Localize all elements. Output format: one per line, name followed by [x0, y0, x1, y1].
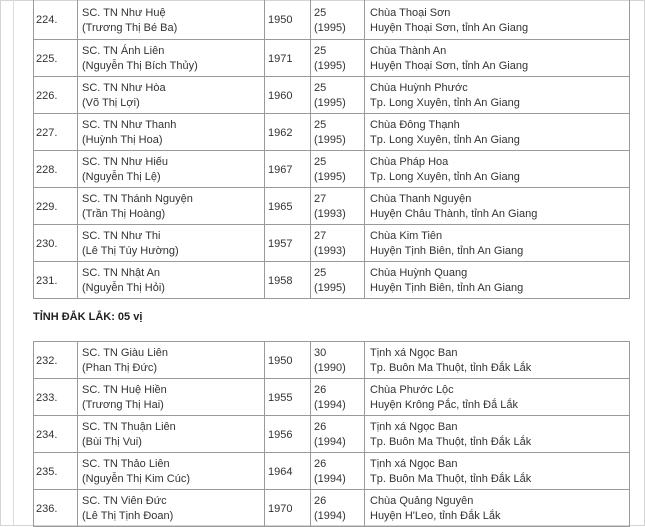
row-index-text: 229. — [36, 200, 58, 213]
lay-name: (Nguyễn Thị Bích Thủy) — [82, 60, 198, 72]
birth-year: 1955 — [268, 391, 293, 404]
row-index — [34, 151, 78, 188]
birth-year-cell — [265, 151, 311, 188]
temple-name: Chùa Pháp Hoa — [370, 156, 449, 168]
temple-cell — [365, 490, 630, 527]
row-index — [34, 114, 78, 151]
ordination-age: 26 — [314, 384, 327, 396]
lay-name: (Lê Thị Tịnh Đoan) — [82, 510, 174, 522]
ordination-year: (1994) — [314, 399, 346, 411]
birth-year: 1960 — [268, 89, 293, 102]
birth-year: 1950 — [268, 14, 293, 26]
row-index-text: 233. — [36, 391, 58, 404]
table-body-an-giang — [34, 0, 630, 299]
table-row — [34, 188, 630, 225]
temple-location: Huyện Thoại Sơn, tỉnh An Giang — [370, 60, 529, 72]
table-row — [34, 0, 630, 40]
row-index — [34, 77, 78, 114]
ordination-cell — [311, 379, 365, 416]
ordination-cell — [311, 77, 365, 114]
dharma-name: SC. TN Thánh Nguyện — [82, 193, 193, 205]
table-an-giang — [33, 0, 630, 299]
birth-year: 1967 — [268, 163, 293, 176]
nun-name-cell — [78, 225, 265, 262]
ordination-age: 25 — [314, 6, 327, 19]
birth-year-cell — [265, 40, 311, 77]
ordination-year: (1990) — [314, 362, 346, 374]
dharma-name: SC. TN Như Thanh — [82, 119, 177, 131]
temple-cell — [365, 188, 630, 225]
temple-name: Chùa Đông Thạnh — [370, 119, 460, 131]
table-row — [34, 114, 630, 151]
ordination-cell — [311, 151, 365, 188]
ordination-age: 30 — [314, 347, 327, 359]
dharma-name: SC. TN Ánh Liên — [82, 45, 165, 57]
ordination-year: (1993) — [314, 245, 346, 257]
ordination-age: 25 — [314, 267, 327, 279]
nun-name-cell — [78, 77, 265, 114]
table-dak-lak — [33, 341, 630, 527]
left-margin-rule — [13, 0, 14, 526]
nun-name-cell — [78, 40, 265, 77]
ordination-cell — [311, 188, 365, 225]
temple-cell — [365, 77, 630, 114]
ordination-age: 26 — [314, 458, 327, 470]
ordination-year: (1993) — [314, 208, 346, 220]
temple-cell — [365, 342, 630, 379]
table-body-dak-lak — [34, 342, 630, 527]
birth-year: 1956 — [268, 428, 293, 441]
row-index-text: 234. — [36, 428, 58, 441]
row-index-text: 231. — [36, 274, 58, 287]
birth-year-cell — [265, 114, 311, 151]
ordination-cell — [311, 0, 365, 40]
temple-cell — [365, 0, 630, 40]
birth-year: 1965 — [268, 200, 293, 213]
nun-name-cell — [78, 151, 265, 188]
temple-cell — [365, 114, 630, 151]
temple-cell — [365, 416, 630, 453]
lay-name: (Nguyễn Thị Lệ) — [82, 171, 161, 183]
temple-name: Chùa Huỳnh Phước — [370, 82, 468, 94]
table-row — [34, 490, 630, 527]
nun-name-cell — [78, 379, 265, 416]
temple-cell — [365, 379, 630, 416]
lay-name: (Nguyễn Thị Kim Cúc) — [82, 473, 190, 485]
ordination-age: 25 — [314, 82, 327, 94]
birth-year-cell — [265, 188, 311, 225]
temple-name: Tịnh xá Ngọc Ban — [370, 421, 458, 433]
ordination-year: (1995) — [314, 282, 346, 294]
ordination-year: (1994) — [314, 436, 346, 448]
ordination-age: 27 — [314, 193, 327, 205]
dharma-name: SC. TN Như Hiếu — [82, 156, 169, 168]
row-index — [34, 188, 78, 225]
birth-year: 1970 — [268, 502, 293, 515]
row-index-text: 227. — [36, 126, 58, 139]
temple-location: Tp. Long Xuyên, tỉnh An Giang — [370, 97, 520, 109]
ordination-cell — [311, 490, 365, 527]
temple-name: Chùa Thanh Nguyện — [370, 193, 472, 205]
nun-name-cell — [78, 453, 265, 490]
ordination-cell — [311, 342, 365, 379]
row-index — [34, 490, 78, 527]
nun-name-cell — [78, 416, 265, 453]
row-index — [34, 0, 78, 40]
ordination-age: 26 — [314, 495, 327, 507]
temple-location: Huyện H'Leo, tỉnh Đắk Lắk — [370, 510, 501, 522]
lay-name: (Huỳnh Thị Hoa) — [82, 134, 163, 146]
ordination-age: 25 — [314, 156, 327, 168]
birth-year-cell — [265, 379, 311, 416]
table-row — [34, 342, 630, 379]
table-row — [34, 262, 630, 299]
table-row — [34, 77, 630, 114]
ordination-year: (1995) — [314, 21, 346, 34]
temple-location: Huyện Krông Pắc, tỉnh Đắ Lắk — [370, 399, 518, 411]
row-index-text: 224. — [36, 14, 58, 26]
ordination-year: (1995) — [314, 134, 346, 146]
temple-location: Huyện Tịnh Biên, tỉnh An Giang — [370, 245, 524, 257]
temple-name: Chùa Thành An — [370, 45, 447, 57]
dharma-name: SC. TN Như Thi — [82, 230, 161, 242]
dharma-name: SC. TN Như Huệ — [82, 6, 166, 19]
ordination-cell — [311, 225, 365, 262]
birth-year-cell — [265, 262, 311, 299]
lay-name: (Nguyễn Thị Hỏi) — [82, 282, 165, 294]
ordination-year: (1994) — [314, 510, 346, 522]
ordination-age: 25 — [314, 119, 327, 131]
row-index — [34, 225, 78, 262]
ordination-year: (1995) — [314, 171, 346, 183]
temple-cell — [365, 151, 630, 188]
birth-year: 1964 — [268, 465, 293, 478]
temple-location: Tp. Buôn Ma Thuột, tỉnh Đắk Lắk — [370, 473, 532, 485]
dharma-name: SC. TN Thuận Liên — [82, 421, 176, 433]
dharma-name: SC. TN Nhật An — [82, 267, 161, 279]
birth-year-cell — [265, 0, 311, 40]
table-row — [34, 225, 630, 262]
temple-name: Tịnh xá Ngọc Ban — [370, 347, 458, 359]
temple-cell — [365, 225, 630, 262]
birth-year-cell — [265, 225, 311, 262]
temple-location: Tp. Buôn Ma Thuột, tỉnh Đắk Lắk — [370, 362, 532, 374]
table-row — [34, 379, 630, 416]
table-row — [34, 151, 630, 188]
dharma-name: SC. TN Viên Đức — [82, 495, 167, 507]
temple-name: Chùa Huỳnh Quang — [370, 267, 468, 279]
nun-name-cell — [78, 342, 265, 379]
ordination-cell — [311, 453, 365, 490]
temple-location: Tp. Buôn Ma Thuột, tỉnh Đắk Lắk — [370, 436, 532, 448]
lay-name: (Lê Thị Túy Hường) — [82, 245, 179, 257]
birth-year-cell — [265, 342, 311, 379]
ordination-age: 26 — [314, 421, 327, 433]
ordination-year: (1994) — [314, 473, 346, 485]
lay-name: (Bùi Thị Vui) — [82, 436, 142, 448]
temple-name: Chùa Kim Tiên — [370, 230, 443, 242]
lay-name: (Phan Thị Đức) — [82, 362, 158, 374]
row-index-text: 228. — [36, 163, 58, 176]
birth-year-cell — [265, 490, 311, 527]
row-index-text: 236. — [36, 502, 58, 515]
table-row — [34, 40, 630, 77]
birth-year-cell — [265, 453, 311, 490]
nun-name-cell — [78, 490, 265, 527]
nun-name-cell — [78, 0, 265, 40]
temple-name: Chùa Thoại Sơn — [370, 6, 451, 19]
birth-year-cell — [265, 77, 311, 114]
temple-location: Huyện Tịnh Biên, tỉnh An Giang — [370, 282, 524, 294]
dharma-name: SC. TN Thảo Liên — [82, 458, 170, 470]
row-index — [34, 262, 78, 299]
row-index-text: 226. — [36, 89, 58, 102]
nun-name-cell — [78, 262, 265, 299]
temple-location: Huyện Châu Thành, tỉnh An Giang — [370, 208, 538, 220]
dharma-name: SC. TN Giàu Liên — [82, 347, 169, 359]
lay-name: (Trần Thị Hoàng) — [82, 208, 166, 220]
nun-name-cell — [78, 188, 265, 225]
temple-location: Tp. Long Xuyên, tỉnh An Giang — [370, 134, 520, 146]
temple-name: Tịnh xá Ngọc Ban — [370, 458, 458, 470]
temple-cell — [365, 40, 630, 77]
temple-cell — [365, 262, 630, 299]
table-row — [34, 416, 630, 453]
birth-year: 1958 — [268, 274, 293, 287]
ordination-cell — [311, 114, 365, 151]
row-index-text: 225. — [36, 52, 58, 65]
row-index — [34, 453, 78, 490]
table-row — [34, 453, 630, 490]
ordination-age: 27 — [314, 230, 327, 242]
birth-year: 1971 — [268, 52, 293, 65]
temple-name: Chùa Quảng Nguyên — [370, 495, 474, 507]
birth-year-cell — [265, 416, 311, 453]
row-index-text: 235. — [36, 465, 58, 478]
row-index-text: 230. — [36, 237, 58, 250]
section-title-dak-lak: TỈNH ĐẮK LẮK: 05 vị — [33, 311, 143, 323]
temple-location: Tp. Long Xuyên, tỉnh An Giang — [370, 171, 520, 183]
row-index — [34, 379, 78, 416]
row-index — [34, 416, 78, 453]
dharma-name: SC. TN Như Hòa — [82, 82, 166, 94]
lay-name: (Trương Thị Hai) — [82, 399, 164, 411]
row-index — [34, 40, 78, 77]
temple-location: Huyện Thoại Sơn, tỉnh An Giang — [370, 21, 529, 34]
ordination-year: (1995) — [314, 60, 346, 72]
row-index-text: 232. — [36, 354, 58, 367]
ordination-age: 25 — [314, 45, 327, 57]
dharma-name: SC. TN Huệ Hiền — [82, 384, 167, 396]
lay-name: (Võ Thị Lợi) — [82, 97, 140, 109]
temple-cell — [365, 453, 630, 490]
ordination-cell — [311, 262, 365, 299]
lay-name: (Trương Thị Bé Ba) — [82, 21, 178, 34]
temple-name: Chùa Phước Lộc — [370, 384, 454, 396]
birth-year: 1962 — [268, 126, 293, 139]
birth-year: 1950 — [268, 354, 293, 367]
row-index — [34, 342, 78, 379]
ordination-year: (1995) — [314, 97, 346, 109]
ordination-cell — [311, 40, 365, 77]
birth-year: 1957 — [268, 237, 293, 250]
nun-name-cell — [78, 114, 265, 151]
ordination-cell — [311, 416, 365, 453]
